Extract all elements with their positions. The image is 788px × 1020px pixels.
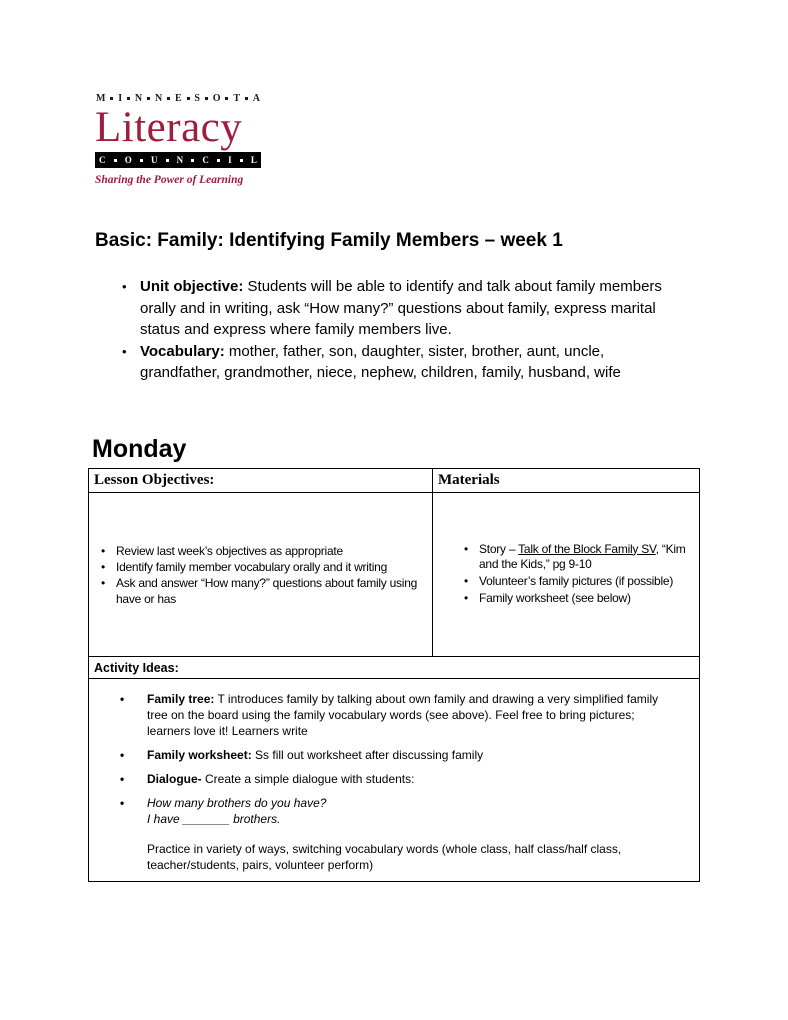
logo-council-text bbox=[95, 152, 261, 168]
material-item: • Family worksheet (see below) bbox=[461, 591, 701, 606]
logo-letter: A bbox=[252, 93, 260, 104]
logo-letter: U bbox=[150, 155, 158, 166]
activity-label: Dialogue- bbox=[147, 772, 202, 786]
logo-tagline: Sharing the Power of Learning bbox=[95, 174, 244, 187]
activity-text: Create a simple dialogue with students: bbox=[205, 772, 415, 786]
table-body-row bbox=[89, 493, 700, 657]
dialogue-example bbox=[120, 795, 680, 827]
minnesota-literacy-council-logo bbox=[95, 93, 261, 186]
unit-objective-item bbox=[121, 276, 681, 341]
separator-square-icon bbox=[191, 159, 194, 162]
logo-letter: I bbox=[228, 155, 232, 166]
story-suffix: , “Kim and the Kids,” pg 9-10 bbox=[479, 541, 686, 571]
logo-letter: T bbox=[233, 93, 240, 104]
logo-letter: M bbox=[96, 93, 106, 104]
separator-square-icon bbox=[245, 97, 248, 100]
dialogue-question: • How many brothers do you have? bbox=[147, 796, 327, 810]
logo-letter: I bbox=[118, 93, 123, 104]
activity-item-family-tree bbox=[120, 691, 680, 739]
separator-square-icon bbox=[217, 159, 220, 162]
day-heading: Monday bbox=[92, 435, 187, 463]
logo-letter: N bbox=[176, 155, 184, 166]
page-title: Basic: Family: Identifying Family Members – week 1 bbox=[95, 230, 563, 251]
logo-letter: N bbox=[134, 93, 143, 104]
activity-list bbox=[120, 691, 680, 827]
activity-label: Family tree: bbox=[147, 692, 215, 706]
story-title-reference: Talk of the Block Family SV bbox=[518, 541, 656, 556]
activity-ideas-cell bbox=[89, 679, 700, 882]
logo-letter: E bbox=[174, 93, 182, 104]
separator-square-icon bbox=[166, 159, 169, 162]
unit-objective-text: Students will be able to identify and talk about family members orally and in writing, ask “How many?” questions about family, express marital status and express where family members live. bbox=[140, 278, 662, 338]
table-header-row bbox=[89, 469, 700, 493]
activity-header-row bbox=[89, 657, 700, 679]
vocabulary-text: mother, father, son, daughter, sister, brother, aunt, uncle, grandfather, grandmother, niece, nephew, children, family, husband, wife bbox=[140, 342, 621, 381]
logo-letter: L bbox=[250, 155, 257, 166]
materials-list bbox=[461, 542, 701, 606]
logo-letter: N bbox=[154, 93, 163, 104]
logo-minnesota-text bbox=[95, 93, 261, 104]
materials-header: Materials bbox=[433, 469, 700, 493]
separator-square-icon bbox=[167, 97, 170, 100]
separator-square-icon bbox=[110, 97, 113, 100]
material-item-story bbox=[461, 542, 701, 572]
practice-note: Practice in variety of ways, switching vocabulary words (whole class, half class/half class, teacher/students, pairs, volunteer perform) bbox=[147, 842, 622, 872]
objective-item: • Review last week’s objectives as appropriate bbox=[98, 543, 426, 559]
separator-square-icon bbox=[205, 97, 208, 100]
logo-literacy-text: Literacy bbox=[95, 104, 243, 151]
lesson-objectives-header: Lesson Objectives: bbox=[89, 469, 433, 493]
dialogue-answer: I have _______ brothers. bbox=[147, 812, 281, 826]
vocabulary-label: Vocabulary: bbox=[140, 342, 225, 360]
logo-letter: O bbox=[124, 155, 132, 166]
activity-text: Ss fill out worksheet after discussing family bbox=[255, 748, 484, 762]
activity-body-row bbox=[89, 679, 700, 882]
unit-objective-label: Unit objective: bbox=[140, 278, 244, 295]
activity-label: Family worksheet: bbox=[147, 748, 252, 762]
logo-letter: C bbox=[99, 155, 106, 166]
separator-square-icon bbox=[147, 97, 150, 100]
intro-bullet-list bbox=[121, 276, 681, 384]
separator-square-icon bbox=[127, 97, 130, 100]
lesson-objectives-cell bbox=[89, 493, 433, 657]
logo-letter: C bbox=[202, 155, 209, 166]
separator-square-icon bbox=[140, 159, 143, 162]
materials-cell bbox=[433, 493, 700, 657]
lesson-table bbox=[88, 468, 700, 882]
material-item: • Volunteer’s family pictures (if possible) bbox=[461, 574, 701, 589]
activity-text: T introduces family by talking about own family and drawing a very simplified family tree on the board using the family vocabulary words (see above). Feel free to bring pictures; learners love it! Learners write bbox=[147, 692, 659, 738]
objective-item: • Identify family member vocabulary orally and it writing bbox=[98, 559, 426, 575]
story-prefix: Story – bbox=[479, 541, 519, 556]
objective-item: • Ask and answer “How many?” questions about family using have or has bbox=[98, 575, 426, 607]
logo-letter: S bbox=[194, 93, 200, 104]
separator-square-icon bbox=[114, 159, 117, 162]
logo-letter: O bbox=[212, 93, 221, 104]
objectives-list bbox=[98, 543, 432, 607]
activity-item-dialogue bbox=[120, 771, 680, 787]
activity-ideas-header: Activity Ideas: bbox=[89, 657, 700, 679]
separator-square-icon bbox=[240, 159, 243, 162]
separator-square-icon bbox=[187, 97, 190, 100]
vocabulary-item bbox=[121, 341, 681, 384]
separator-square-icon bbox=[225, 97, 228, 100]
activity-item-family-worksheet bbox=[120, 747, 680, 763]
